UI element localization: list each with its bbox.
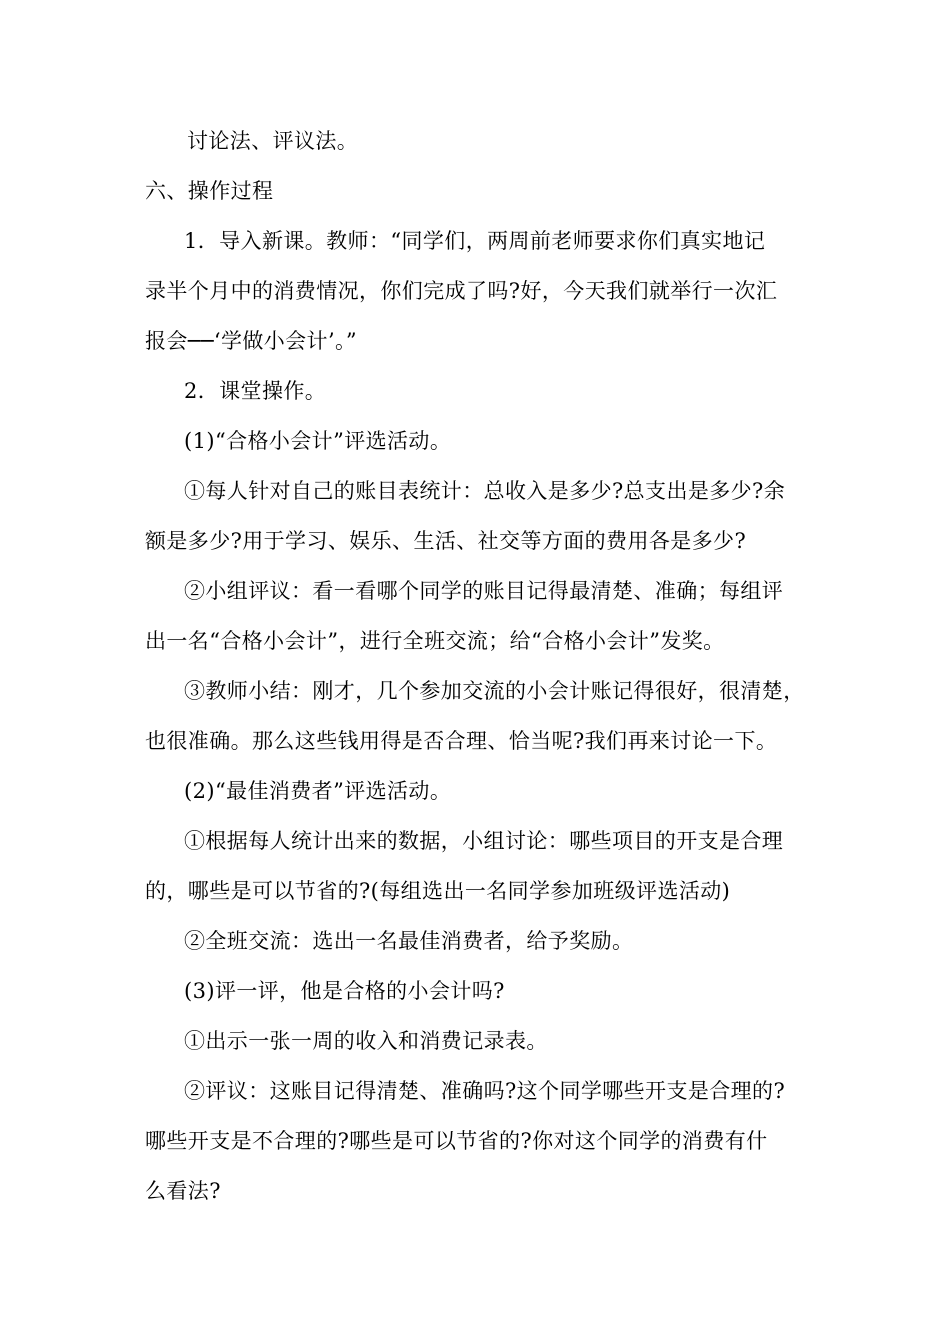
text-line-group-review-2: 出一名“合格小会计”，进行全班交流；给“合格小会计”发奖。 [145,629,725,653]
text-line-show-record: ①出示一张一周的收入和消费记录表。 [184,1029,548,1053]
text-line-comment-1: ②评议：这账目记得清楚、准确吗?这个同学哪些开支是合理的? [184,1079,786,1103]
text-line-comment-3: 么看法? [145,1179,221,1203]
text-line-intro-3: 报会──‘学做小会计’。” [145,329,358,353]
text-line-intro-2: 录半个月中的消费情况，你们完成了吗?好，今天我们就举行一次汇 [145,279,778,303]
text-line-teaching-methods: 讨论法、评议法。 [187,129,359,153]
subheading-best-consumer: (2)“最佳消费者”评选活动。 [184,779,452,803]
text-line-teacher-summary-1: ③教师小结：刚才，几个参加交流的小会计账记得很好，很清楚， [184,679,805,703]
text-line-class-exchange: ②全班交流：选出一名最佳消费者，给予奖励。 [184,929,634,953]
text-line-data-discussion-1: ①根据每人统计出来的数据，小组讨论：哪些项目的开支是合理 [184,829,784,853]
text-line-group-review-1: ②小组评议：看一看哪个同学的账目记得最清楚、准确；每组评 [184,579,784,603]
subheading-qualified-accountant: (1)“合格小会计”评选活动。 [184,429,452,453]
text-line-class-operation: 2．课堂操作。 [184,379,327,403]
text-line-stats-1: ①每人针对自己的账目表统计：总收入是多少?总支出是多少?余 [184,479,786,503]
text-line-intro-1: 1．导入新课。教师：“同学们，两周前老师要求你们真实地记 [184,229,766,253]
text-line-data-discussion-2: 的，哪些是可以节省的?(每组选出一名同学参加班级评选活动) [145,879,731,903]
subheading-evaluate: (3)评一评，他是合格的小会计吗? [184,979,505,1003]
section-heading-procedure: 六、操作过程 [145,179,274,203]
text-line-stats-2: 额是多少?用于学习、娱乐、生活、社交等方面的费用各是多少? [145,529,747,553]
text-line-comment-2: 哪些开支是不合理的?哪些是可以节省的?你对这个同学的消费有什 [145,1129,768,1153]
text-line-teacher-summary-2: 也很准确。那么这些钱用得是否合理、恰当呢?我们再来讨论一下。 [145,729,778,753]
